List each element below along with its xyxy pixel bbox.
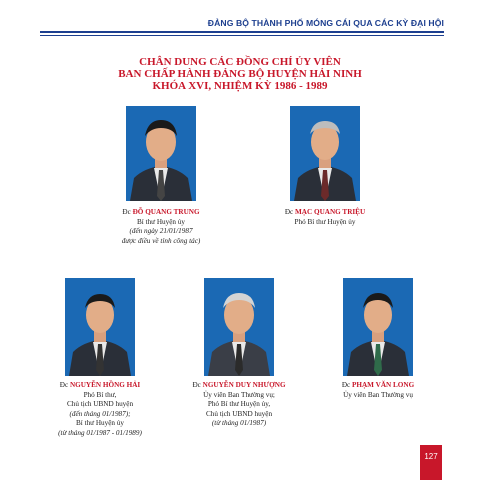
member-role: Chủ tịch UBND huyện [205,409,273,418]
member-caption-4 [174,381,304,429]
member-role: Ủy viên Ban Thường vụ [343,390,413,399]
portrait-image [290,106,360,201]
member-name-text: NGUYỄN HỒNG HẢI [69,381,141,389]
member-term-note: (đến tháng 01/1987); [69,409,131,418]
member-role: Ủy viên Ban Thường vụ; [203,390,275,399]
honorific: Đc [284,208,294,216]
member-role: Phó Bí thư, [83,390,117,399]
page-title [0,56,480,92]
header-rule [40,31,444,33]
member-name [313,381,443,391]
portrait-photo-4 [204,278,274,376]
member-role: Phó Bí thư Huyện ủy [294,217,356,226]
running-header [0,0,480,45]
honorific: Đc [122,208,131,216]
header-rule-thin [40,35,444,36]
member-name [35,381,165,391]
page-number: 127 [424,452,438,461]
portrait-photo-5 [343,278,413,376]
member-term-note: được điều về tỉnh công tác) [121,236,201,245]
honorific: Đc [341,381,351,389]
portrait-photo-1 [126,106,196,201]
member-term-note: (từ tháng 01/1987) [211,419,267,428]
member-role: Bí thư Huyện ủy [75,419,125,428]
member-name-text: MẠC QUANG TRIỆU [295,208,366,216]
title-line-3: KHÓA XVI, NHIỆM KỲ 1986 - 1989 [152,80,328,92]
running-title: ĐẢNG BỘ THÀNH PHỐ MÓNG CÁI QUA CÁC KỲ ĐẠI HỘI [207,18,444,28]
member-role: Chủ tịch UBND huyện [66,400,134,409]
member-name-text: PHẠM VĂN LONG [352,381,415,389]
member-role: Bí thư Huyện ủy [136,217,186,226]
page-number-tab [420,445,442,480]
member-name [96,208,226,218]
title-line-1: CHÂN DUNG CÁC ĐỒNG CHÍ ỦY VIÊN [139,56,341,68]
member-name-text: ĐỖ QUANG TRUNG [132,208,200,216]
portrait-photo-3 [65,278,135,376]
member-name-text: NGUYỄN DUY NHƯỢNG [202,381,286,389]
portrait-image [343,278,413,376]
member-term-note: (từ tháng 01/1987 - 01/1989) [58,428,142,437]
member-term-note: (đến ngày 21/01/1987 [129,227,193,236]
member-caption-3 [35,381,165,439]
member-caption-5 [313,381,443,400]
member-name [260,208,390,218]
honorific: Đc [192,381,201,389]
portrait-photo-2 [290,106,360,201]
member-role: Phó Bí thư Huyện ủy, [207,400,271,409]
portrait-image [65,278,135,376]
portrait-image [126,106,196,201]
member-caption-2 [260,208,390,227]
portrait-image [204,278,274,376]
title-line-2: BAN CHẤP HÀNH ĐẢNG BỘ HUYỆN HẢI NINH [118,68,362,80]
member-name [174,381,304,391]
member-caption-1 [96,208,226,246]
honorific: Đc [59,381,69,389]
